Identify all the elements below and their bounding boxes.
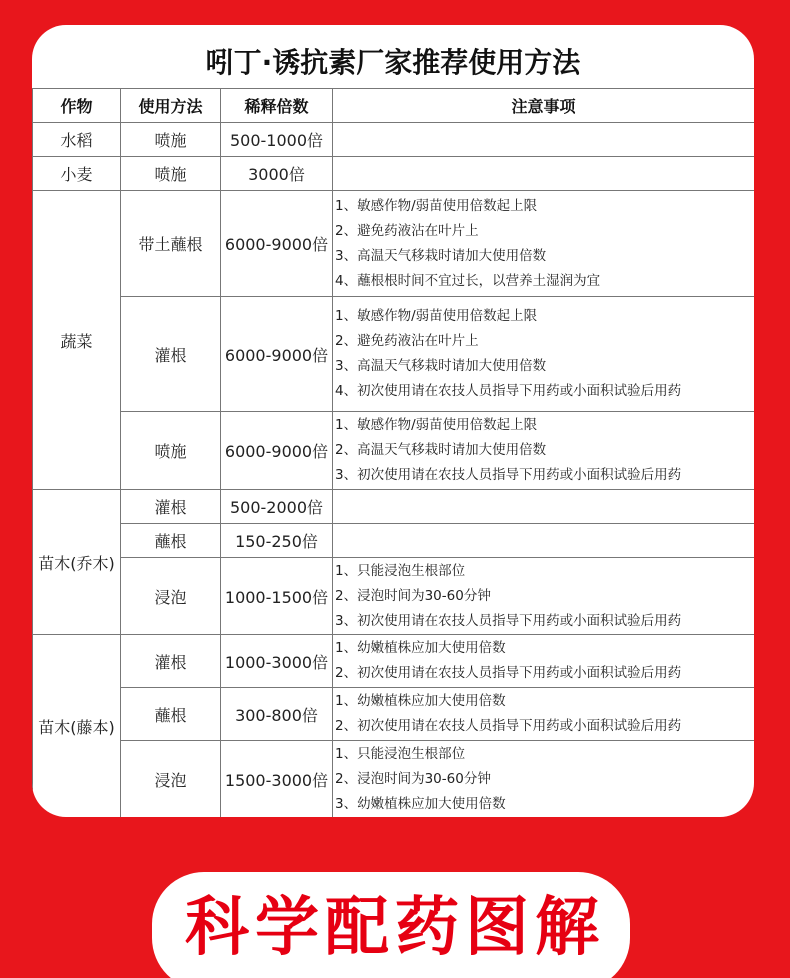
dilution-cell: 300-800倍 [221, 688, 333, 741]
note-line: 2、初次使用请在农技人员指导下用药或小面积试验后用药 [335, 665, 682, 681]
header-notes: 注意事项 [333, 89, 755, 123]
note-line: 3、初次使用请在农技人员指导下用药或小面积试验后用药 [335, 467, 682, 483]
notes-cell [333, 635, 755, 688]
note-line: 4、初次使用请在农技人员指导下用药或小面积试验后用药 [335, 383, 682, 399]
dilution-cell: 1000-1500倍 [221, 558, 333, 635]
dilution-cell: 500-1000倍 [221, 123, 333, 157]
note-line: 3、高温天气移栽时请加大使用倍数 [335, 358, 547, 374]
note-line: 2、初次使用请在农技人员指导下用药或小面积试验后用药 [335, 718, 682, 734]
usage-card [32, 25, 754, 817]
method-cell: 灌根 [121, 635, 221, 688]
method-cell: 喷施 [121, 123, 221, 157]
crop-cell: 小麦 [33, 157, 121, 191]
dilution-cell: 1500-3000倍 [221, 741, 333, 818]
method-cell: 蘸根 [121, 688, 221, 741]
note-line: 2、浸泡时间为30-60分钟 [335, 587, 491, 604]
table-row [33, 524, 755, 558]
notes-cell [333, 490, 755, 524]
dilution-cell: 6000-9000倍 [221, 297, 333, 412]
table-row [33, 191, 755, 297]
note-line: 1、敏感作物/弱苗使用倍数起上限 [335, 308, 538, 324]
header-dilution: 稀释倍数 [221, 89, 333, 123]
note-line: 2、避免药液沾在叶片上 [335, 333, 479, 349]
notes-cell [333, 688, 755, 741]
dilution-cell: 6000-9000倍 [221, 191, 333, 297]
note-line: 2、浸泡时间为30-60分钟 [335, 771, 491, 787]
notes-cell [333, 123, 755, 157]
notes-cell [333, 412, 755, 490]
crop-cell: 苗木(乔木) [33, 490, 121, 635]
table-row [33, 688, 755, 741]
notes-cell [333, 741, 755, 818]
table-row [33, 157, 755, 191]
note-line: 2、避免药液沾在叶片上 [335, 222, 479, 239]
note-line: 1、只能浸泡生根部位 [335, 562, 466, 579]
note-line: 4、蘸根根时间不宜过长，以营养土湿润为宜 [335, 272, 601, 289]
table-row [33, 741, 755, 818]
table-header-row [33, 89, 755, 123]
note-line: 1、幼嫩植株应加大使用倍数 [335, 640, 506, 656]
dilution-cell: 500-2000倍 [221, 490, 333, 524]
dilution-cell: 150-250倍 [221, 524, 333, 558]
table-row [33, 123, 755, 157]
method-cell: 灌根 [121, 297, 221, 412]
table-row [33, 297, 755, 412]
usage-table [32, 88, 754, 817]
dilution-cell: 6000-9000倍 [221, 412, 333, 490]
note-line: 1、幼嫩植株应加大使用倍数 [335, 693, 506, 709]
notes-cell [333, 524, 755, 558]
note-line: 3、初次使用请在农技人员指导下用药或小面积试验后用药 [335, 612, 682, 629]
crop-cell: 苗木(藤本) [33, 635, 121, 818]
header-method: 使用方法 [121, 89, 221, 123]
note-line: 1、敏感作物/弱苗使用倍数起上限 [335, 417, 538, 433]
table-row [33, 635, 755, 688]
crop-cell: 蔬菜 [33, 191, 121, 490]
page-title: 吲丁·诱抗素厂家推荐使用方法 [205, 46, 581, 79]
banner-text: 科学配药图解 [185, 891, 605, 965]
dilution-cell: 3000倍 [221, 157, 333, 191]
dilution-cell: 1000-3000倍 [221, 635, 333, 688]
note-line: 1、敏感作物/弱苗使用倍数起上限 [335, 197, 538, 214]
table-row [33, 558, 755, 635]
method-cell: 浸泡 [121, 558, 221, 635]
crop-cell: 水稻 [33, 123, 121, 157]
notes-cell [333, 297, 755, 412]
notes-cell [333, 191, 755, 297]
note-line: 3、高温天气移栽时请加大使用倍数 [335, 247, 547, 264]
header-crop: 作物 [33, 89, 121, 123]
method-cell: 蘸根 [121, 524, 221, 558]
note-line: 1、只能浸泡生根部位 [335, 746, 466, 762]
method-cell: 带土蘸根 [121, 191, 221, 297]
method-cell: 浸泡 [121, 741, 221, 818]
method-cell: 灌根 [121, 490, 221, 524]
notes-cell [333, 157, 755, 191]
method-cell: 喷施 [121, 157, 221, 191]
table-row [33, 490, 755, 524]
method-cell: 喷施 [121, 412, 221, 490]
table-row [33, 412, 755, 490]
note-line: 2、高温天气移栽时请加大使用倍数 [335, 442, 547, 458]
notes-cell [333, 558, 755, 635]
note-line: 3、幼嫩植株应加大使用倍数 [335, 796, 506, 812]
